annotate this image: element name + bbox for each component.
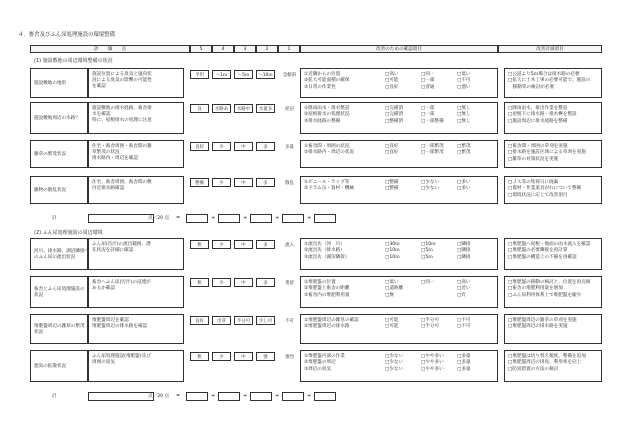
s2-row-3-check-option[interactable]: □やや多い: [421, 360, 444, 366]
s1-row-1-plan-line: □降雨雨水、排出作業を整設: [508, 106, 568, 111]
s1-row-3-check-option[interactable]: □整備: [385, 180, 399, 185]
s2-row-0-score-4[interactable]: 少: [212, 240, 231, 249]
s1-row-0-check-option[interactable]: □不可: [457, 78, 471, 84]
s1-row-0-check-option[interactable]: □同一: [421, 72, 435, 77]
total-label: 計: [52, 394, 57, 399]
s2-row-0-check-item: ②流出先（排水路）: [304, 248, 345, 254]
s2-row-3-plan-cell: [504, 350, 602, 382]
s2-row-3-check-option[interactable]: □多量: [457, 354, 471, 359]
s1-row-1-check-item: ①降雨雨水・排水整設: [304, 106, 350, 111]
s2-row-2-check-cell: [300, 314, 498, 344]
s2-row-1-score-3[interactable]: 中: [234, 278, 253, 287]
s1-row-1-plan-line: □施設周辺に排水経路を整備: [508, 118, 568, 124]
s2-row-1-name-cell: [30, 276, 88, 308]
s2-row-0-check-option[interactable]: □5ｍ: [421, 248, 433, 254]
s2-row-3-plan-line: □堆肥盤は切り替え頻度、整備を追加: [508, 354, 586, 359]
s2-row-0-desc-line: 在状況を詳細に確認: [92, 247, 134, 253]
s1-row-1-score-4[interactable]: 水路あ: [212, 104, 231, 113]
s1-row-0-plan-line: 移動等の検討が必要: [508, 84, 554, 90]
header-score-5: 5: [190, 45, 212, 53]
s2-row-1-plan-line: □堆肥盤の移動の検討と、位置を再点検: [508, 280, 591, 285]
s2-row-2-check-option[interactable]: □不可: [457, 324, 471, 330]
s2-row-1-plan-line: □ふん尿利用体系上で堆肥盤を縮少: [508, 292, 582, 298]
s1-row-3-plan-line: □ＪＡ等の集荷日に廃棄: [508, 180, 559, 185]
s1-row-2-check-option[interactable]: □一部繁茂: [421, 150, 444, 156]
s2-row-2-score-2[interactable]: 少し可: [256, 316, 275, 325]
plus-sign: +: [211, 393, 216, 399]
s2-row-3-check-option[interactable]: □多量: [457, 366, 471, 372]
section-1-title: (1) 施設敷地の周辺環境整備の状況: [34, 58, 113, 64]
s1-row-1-check-option[interactable]: □無し: [457, 112, 471, 118]
s2-row-1-check-item: ②堆肥盤と畜舎の距離: [304, 286, 350, 292]
s1-row-0-plan-line: □公道より5ｍ場合は排水路の必要: [508, 72, 580, 77]
s2-row-1-desc-line: あるか確認: [92, 285, 115, 291]
total-unit: 点／20 点: [148, 216, 170, 221]
s1-row-2-check-item: ①畜舎間・周囲の状況: [304, 144, 350, 149]
s2-row-0-check-option[interactable]: □30ｍ: [385, 242, 400, 247]
header-plan: 改善計画項目: [498, 45, 602, 53]
s2-row-2-check-item: ①堆肥盤周辺の雑草の確認: [304, 318, 359, 323]
s2-row-3-check-item: ①堆肥盤内部の作業: [304, 354, 345, 359]
s1-row-0-desc-line: 況による臭気の影響の可能性: [92, 77, 152, 83]
s1-row-2-score-5[interactable]: 良好: [190, 142, 209, 151]
score-sum-box[interactable]: [282, 214, 304, 223]
score-sum-box[interactable]: [314, 214, 336, 223]
total-input[interactable]: [88, 392, 154, 401]
plus-sign: +: [243, 215, 248, 221]
s2-row-0-check-option[interactable]: □隣接: [457, 248, 471, 254]
s2-row-1-check-item: ①堆肥盤の位置: [304, 280, 336, 285]
s2-row-2-check-item: ②堆肥盤周辺の排水路: [304, 324, 350, 330]
s2-row-2-name-cell: [30, 314, 88, 344]
s1-row-2-check-option[interactable]: □良好: [385, 144, 399, 149]
s2-row-0-name: のふん尿の流出状況: [34, 255, 76, 260]
s2-row-1-check-item: ③畜舎内の堆肥利用量: [304, 292, 350, 298]
s1-row-1-check-cell: [300, 102, 498, 134]
score-sum-box[interactable]: [250, 392, 272, 401]
s2-row-2-check-option[interactable]: □可能: [385, 318, 399, 323]
header-score-1: 1: [278, 45, 300, 53]
s1-row-2-score-1[interactable]: 多量: [280, 142, 299, 151]
s1-row-1-check-option[interactable]: □一部整備: [421, 118, 444, 124]
s2-row-0-score-2[interactable]: 多: [256, 240, 275, 249]
s2-row-1-desc-cell: [88, 276, 184, 308]
s2-row-3-score-5[interactable]: 無: [190, 352, 209, 361]
score-sum-box[interactable]: [250, 214, 272, 223]
s2-row-1-desc-line: 畜舎へふん尿(汚汁)の浸透が: [92, 280, 151, 285]
s2-row-1-score-2[interactable]: 多: [256, 278, 275, 287]
s2-row-0-plan-line: □堆肥盤の構造上の不備を再確認: [508, 254, 577, 260]
s1-row-0-score-1[interactable]: 急傾斜: [280, 70, 299, 79]
s1-row-2-plan-cell: [504, 140, 602, 168]
header-item: 評 価 点: [30, 45, 190, 53]
s1-row-0-score-2[interactable]: ～10ｍ: [256, 70, 275, 79]
page-title: ４．畜舎及びふん尿処理施設の環境整備: [18, 32, 116, 38]
s1-row-1-plan-cell: [504, 102, 602, 134]
s2-row-1-check-option[interactable]: □遠距離: [385, 286, 404, 292]
s2-row-0-name-cell: [30, 238, 88, 270]
s1-row-1-score-5[interactable]: 良: [190, 104, 209, 113]
s2-row-0-desc-cell: [88, 238, 184, 270]
s1-row-3-plan-line: □資材・作業道具がれについて整備: [508, 186, 582, 192]
s2-row-3-check-item: ②堆肥盤の周辺: [304, 360, 336, 366]
s2-row-3-desc-cell: [88, 350, 184, 382]
s1-row-3-score-2[interactable]: 多: [256, 178, 275, 187]
s2-row-3-check-option[interactable]: □少ない: [385, 360, 404, 366]
plus-sign: +: [275, 215, 280, 221]
s1-row-0-check-option[interactable]: □悪い: [457, 84, 471, 90]
s1-row-1-name-cell: [30, 102, 88, 134]
s2-row-3-check-option[interactable]: □多量: [457, 360, 471, 366]
s2-row-2-name: 状況: [34, 330, 44, 335]
s2-row-2-score-3[interactable]: 半分可: [234, 316, 253, 325]
s1-row-3-score-1[interactable]: 散乱: [280, 178, 299, 187]
s2-row-0-plan-line: □堆肥盤の必要隣接を再計算: [508, 248, 568, 254]
s2-row-0-score-1[interactable]: 流入: [280, 240, 299, 249]
s1-row-0-check-cell: [300, 68, 498, 98]
s2-row-2-score-5[interactable]: 良好: [190, 316, 209, 325]
s2-row-0-plan-line: □堆肥盤へ屋根・地面の雨水流入を確認: [508, 242, 591, 247]
s1-row-0-check-option[interactable]: □低い: [457, 72, 471, 77]
s2-row-1-check-option[interactable]: □高い: [457, 280, 471, 285]
s2-row-1-check-option[interactable]: □有: [457, 292, 466, 298]
s1-row-1-desc-cell: [88, 102, 184, 134]
score-sum-box[interactable]: [282, 392, 304, 401]
plus-sign: +: [211, 215, 216, 221]
s1-row-1-desc-line: 特に、屋根排水の処理に注意: [92, 117, 152, 123]
s1-row-0-plan-cell: [504, 68, 602, 98]
s1-row-3-check-option[interactable]: □少ない: [421, 186, 440, 192]
s1-row-3-plan-cell: [504, 176, 602, 204]
s1-row-3-check-item: ①ビニール・ラップ等: [304, 180, 350, 185]
s2-row-0-check-option[interactable]: □隣接: [457, 242, 471, 247]
s1-row-0-desc-line: 施設位置による臭気と風向状: [92, 72, 152, 77]
s1-row-1-score-1[interactable]: 泥沼: [280, 104, 299, 113]
s1-row-3-check-option[interactable]: □少ない: [421, 180, 440, 185]
s2-row-0-score-5[interactable]: 無: [190, 240, 209, 249]
header-check: 改善のための確認項目: [300, 45, 498, 53]
s2-row-1-score-1[interactable]: 著留: [280, 278, 299, 287]
s2-row-0-check-cell: [300, 238, 498, 270]
score-sum-box[interactable]: [218, 214, 240, 223]
s1-row-2-plan-line: □畜舎間・周囲の草刈を実施: [508, 144, 568, 149]
s1-row-1-check-item: ③排水経路の整備: [304, 118, 341, 124]
s2-row-1-check-option[interactable]: □低い: [385, 280, 399, 285]
s1-row-0-check-option[interactable]: □普通: [421, 84, 435, 90]
s2-row-3-desc-line: 周囲の臭気: [92, 359, 115, 365]
s2-row-1-check-cell: [300, 276, 498, 308]
s1-row-0-desc-cell: [88, 68, 184, 98]
s1-row-3-desc-line: 住宅、畜舎周囲、畜舎間の敷: [92, 180, 152, 185]
s2-row-0-check-item: ①流出先（河 川）: [304, 242, 345, 247]
score-sum-box[interactable]: [186, 392, 208, 401]
s1-row-2-score-3[interactable]: 中: [234, 142, 253, 151]
s2-row-3-name: 悪臭の拡散状況: [34, 364, 67, 370]
plus-sign: +: [275, 393, 280, 399]
s2-row-2-desc-line: 堆肥盤周辺を確認: [92, 318, 129, 323]
s1-row-2-check-option[interactable]: □良好: [385, 150, 399, 156]
s2-row-0-name: 河川、排水路、湖沼隣接へ: [34, 249, 90, 255]
s2-row-2-check-option[interactable]: □不可: [457, 318, 471, 323]
s2-row-0-check-option[interactable]: □10ｍ: [421, 242, 436, 247]
s2-row-2-name: 堆肥盤周辺の雑草の繁茂: [34, 324, 85, 330]
s2-row-3-check-item: ③周辺の臭気: [304, 366, 332, 372]
s1-row-3-score-5[interactable]: 整備: [190, 178, 209, 187]
s1-row-1-check-option[interactable]: □無し: [457, 118, 471, 124]
s2-row-2-desc-line: 堆肥盤周辺の排水路を確認: [92, 323, 148, 329]
s1-row-1-check-item: ②屋根排水の処理状況: [304, 112, 350, 118]
s2-row-2-desc-cell: [88, 314, 184, 344]
s1-row-3-check-option[interactable]: □多い: [457, 186, 471, 192]
s1-row-1-check-option[interactable]: □一部: [421, 112, 435, 118]
plus-sign: +: [307, 215, 312, 221]
header-score-3: 3: [234, 45, 256, 53]
s2-row-2-check-option[interactable]: □半分可: [421, 318, 440, 323]
s1-row-1-check-option[interactable]: □一部: [421, 106, 435, 111]
s2-row-0-check-option[interactable]: □5ｍ: [421, 254, 433, 260]
s1-row-3-name-cell: [30, 176, 88, 204]
s2-row-3-plan-line: □防臭措置の方法の検討: [508, 366, 559, 372]
s1-row-3-desc-line: 付近排水路確認: [92, 185, 125, 191]
s2-row-2-check-option[interactable]: □可能: [385, 324, 399, 330]
s1-row-2-desc-line: 住宅・畜舎周囲・畜舎間の雑: [92, 144, 152, 149]
s2-row-1-name: 状況: [34, 293, 44, 298]
s2-row-1-plan-line: □畜舎の堆肥利用量を増加: [508, 286, 563, 292]
s1-row-0-plan-line: □拡大に土木工事の必要可能で、施設の: [508, 78, 591, 84]
s2-row-1-score-4[interactable]: 少: [212, 278, 231, 287]
s2-row-3-check-cell: [300, 350, 498, 382]
s2-row-1-plan-cell: [504, 276, 602, 308]
score-sum-box[interactable]: [186, 214, 208, 223]
s1-row-0-check-option[interactable]: □可能: [385, 78, 399, 84]
s2-row-0-desc-line: ふん尿(汚汁)の流出範囲、潜: [92, 242, 151, 247]
s2-row-2-check-option[interactable]: □半分可: [421, 324, 440, 330]
s1-row-2-desc-line: 草繁茂の状況: [92, 149, 120, 155]
s1-row-2-score-2[interactable]: 多: [256, 142, 275, 151]
s1-row-0-check-item: ①近隣からの位置: [304, 72, 341, 77]
s1-row-2-plan-line: □雑草の対策状況を実施: [508, 156, 559, 162]
s1-row-0-check-item: ③日常の作業性: [304, 84, 336, 90]
s2-row-0-plan-cell: [504, 238, 602, 270]
s2-row-1-check-option[interactable]: □同一: [421, 280, 435, 285]
section-2-title: (2) ふん尿処理施設の周辺環境: [34, 230, 103, 236]
s2-row-1-check-option[interactable]: □無: [385, 292, 394, 298]
s1-row-0-check-option[interactable]: □一部: [421, 78, 435, 84]
s1-row-0-name-cell: [30, 68, 88, 98]
equals-sign: =: [176, 393, 181, 399]
s2-row-2-score-1[interactable]: 不可: [280, 316, 299, 325]
total-label: 計: [52, 216, 57, 221]
s1-row-1-check-option[interactable]: □整備済: [385, 118, 404, 124]
s1-row-3-plan-line: □環境状況に応じて改善項目: [508, 192, 568, 198]
s1-row-2-check-option[interactable]: □一部繁茂: [421, 144, 444, 149]
s1-row-1-check-option[interactable]: □無し: [457, 106, 471, 111]
s2-row-0-score-3[interactable]: 中: [234, 240, 253, 249]
header-score-4: 4: [212, 45, 234, 53]
s1-row-2-desc-cell: [88, 140, 184, 168]
s2-row-3-check-option[interactable]: □少ない: [385, 354, 404, 359]
s2-row-3-score-3[interactable]: 中: [234, 352, 253, 361]
plus-sign: +: [243, 393, 248, 399]
s1-row-2-check-option[interactable]: □繁茂: [457, 150, 471, 156]
s1-row-2-score-4[interactable]: 少: [212, 142, 231, 151]
s2-row-3-name-cell: [30, 350, 88, 382]
s2-row-2-plan-line: □堆肥盤周辺の排水路を実施: [508, 324, 568, 330]
s1-row-1-check-option[interactable]: □完備済: [385, 106, 404, 111]
s1-row-2-check-item: ②排水路内・周辺の状況: [304, 150, 355, 156]
s1-row-3-desc-cell: [88, 176, 184, 204]
s2-row-3-plan-line: □堆肥盤周辺の排臭、利用率を向上: [508, 360, 582, 366]
total-unit: 点／20 点: [148, 394, 170, 399]
s1-row-0-score-4[interactable]: ～1ｍ: [212, 70, 231, 79]
header-score-2: 2: [256, 45, 278, 53]
s1-row-2-check-option[interactable]: □繁茂: [457, 144, 471, 149]
s2-row-3-check-option[interactable]: □やや多い: [421, 366, 444, 372]
s2-row-1-name: 畜舎とふん尿処理施設の: [34, 287, 85, 293]
s2-row-0-check-item: ③流出先（湖沼隣接）: [304, 254, 350, 260]
s1-row-0-check-item: ②拡大可能面積の確保: [304, 78, 350, 84]
s1-row-3-name: 雑物の散乱状況: [34, 188, 67, 194]
plus-sign: +: [307, 393, 312, 399]
s1-row-1-name: 施設敷地周辺の水路？: [34, 116, 80, 122]
s1-row-2-check-cell: [300, 140, 498, 168]
s1-row-3-check-cell: [300, 176, 498, 204]
s1-row-1-score-2[interactable]: 水量多: [256, 104, 275, 113]
s1-row-3-score-4[interactable]: 少: [212, 178, 231, 187]
s2-row-2-plan-line: □堆肥盤周辺の雑草の草刈を実施: [508, 318, 577, 323]
s2-row-3-score-2[interactable]: 強: [256, 352, 275, 361]
s1-row-3-check-item: ②ドラム缶・資材・機械: [304, 186, 355, 192]
s2-row-3-check-option[interactable]: □やや多い: [421, 354, 444, 359]
s1-row-2-desc-line: 排水路内・周辺を確認: [92, 155, 138, 161]
s1-row-0-desc-line: を確認: [92, 83, 106, 89]
s1-row-0-check-option[interactable]: □高い: [385, 72, 399, 77]
s1-row-0-check-option[interactable]: □良好: [385, 84, 399, 90]
s1-row-1-check-option[interactable]: □完備済: [385, 112, 404, 118]
s1-row-0-name: 施設敷地の地形: [34, 81, 67, 87]
s2-row-0-check-option[interactable]: □10ｍ: [385, 254, 400, 260]
score-sum-box[interactable]: [314, 392, 336, 401]
s1-row-3-check-option[interactable]: □整備: [385, 186, 399, 192]
s1-row-2-name: 雑草の繁茂状況: [34, 152, 67, 158]
s1-row-2-plan-line: □排水路を施設区域による草刈を実施: [508, 150, 586, 156]
s2-row-0-check-option[interactable]: □隣接: [457, 254, 471, 260]
equals-sign: =: [176, 215, 181, 221]
s2-row-1-score-5[interactable]: 無: [190, 278, 209, 287]
s2-row-3-check-option[interactable]: □少ない: [385, 366, 404, 372]
s1-row-0-score-3[interactable]: ～5ｍ: [234, 70, 253, 79]
total-input[interactable]: [88, 214, 154, 223]
s1-row-1-score-3[interactable]: 水路中: [234, 104, 253, 113]
s1-row-1-plan-line: □屋根下に排水路・排水桝を整設: [508, 112, 577, 118]
s2-row-3-score-4[interactable]: 少: [212, 352, 231, 361]
s2-row-2-score-4[interactable]: 出芽: [212, 316, 231, 325]
s2-row-2-plan-cell: [504, 314, 602, 344]
s1-row-3-check-option[interactable]: □多い: [457, 180, 471, 185]
s1-row-2-name-cell: [30, 140, 88, 168]
s1-row-3-score-3[interactable]: 中: [234, 178, 253, 187]
s2-row-3-desc-line: ふん尿処理施設(堆肥盤)及び: [92, 354, 151, 359]
s2-row-0-check-option[interactable]: □10ｍ: [385, 248, 400, 254]
s1-row-1-desc-line: 施設敷地の排水経路、畜舎排: [92, 106, 152, 111]
s1-row-1-desc-line: 水を確認: [92, 111, 111, 117]
score-sum-box[interactable]: [218, 392, 240, 401]
s2-row-1-check-option[interactable]: □近い: [457, 286, 471, 292]
s1-row-0-score-5[interactable]: 平坦: [190, 70, 209, 79]
s2-row-3-score-1[interactable]: 強烈: [280, 352, 299, 361]
